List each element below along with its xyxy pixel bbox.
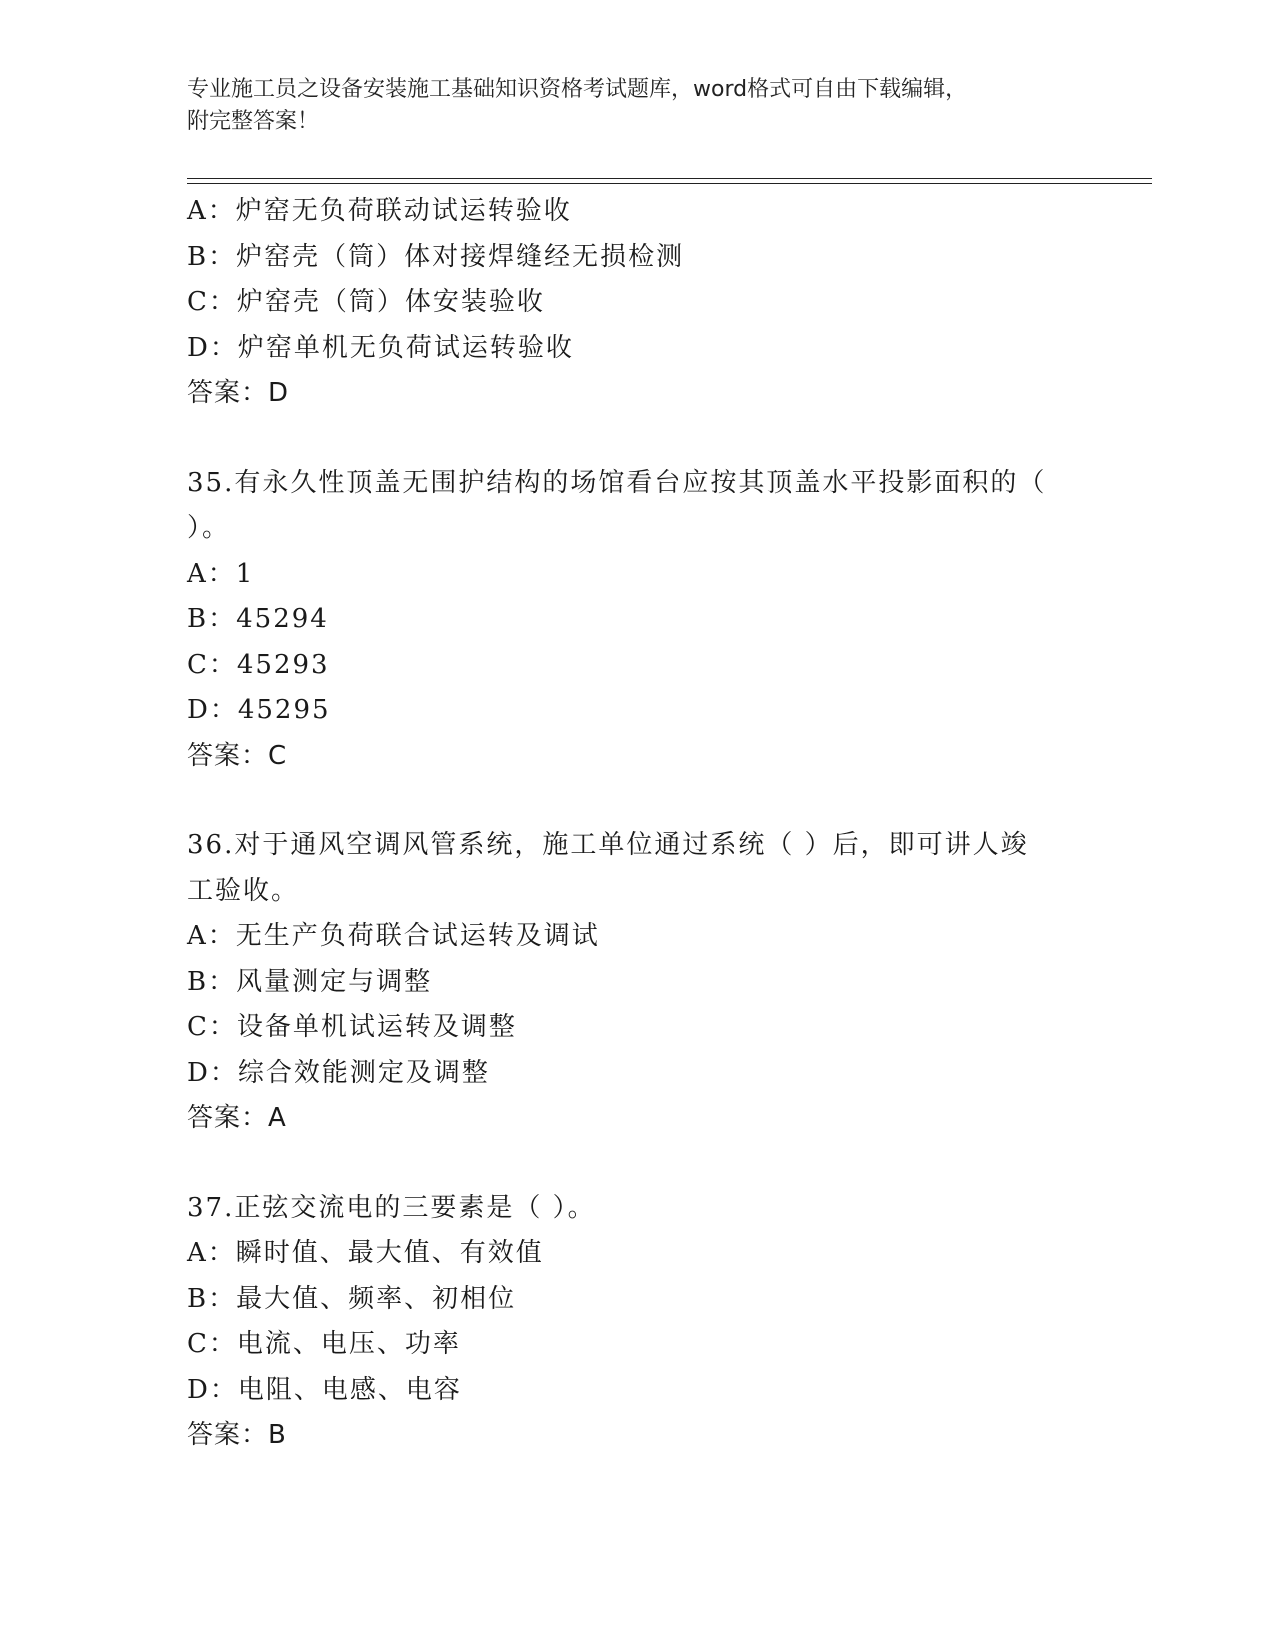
option-b: B：最大值、频率、初相位 [187, 1283, 517, 1314]
question-spacer [187, 417, 1087, 461]
answer: 答案：D [187, 378, 290, 408]
header-divider-top [187, 178, 1152, 179]
question-stem-line-1: 35.有永久性顶盖无围护结构的场馆看台应按其顶盖水平投影面积的（ [187, 467, 1047, 498]
answer: 答案：B [187, 1420, 287, 1450]
header-divider-bottom [187, 183, 1152, 184]
answer: 答案：A [187, 1103, 287, 1133]
question-stem-line-1: 37.正弦交流电的三要素是（ ）。 [187, 1192, 596, 1223]
option-d: D：电阻、电感、电容 [187, 1374, 462, 1405]
option-b: B：45294 [187, 604, 329, 634]
option-a: A：瞬时值、最大值、有效值 [187, 1238, 544, 1268]
question-spacer [187, 1142, 1087, 1186]
document-header [187, 74, 1087, 138]
question-34 [187, 189, 1087, 417]
option-c: C：设备单机试运转及调整 [187, 1012, 517, 1042]
question-spacer [187, 779, 1087, 823]
question-stem-line-2: ）。 [187, 513, 231, 543]
question-list [187, 189, 1087, 1459]
option-a: A：炉窑无负荷联动试运转验收 [187, 196, 572, 226]
option-b: B：炉窑壳（筒）体对接焊缝经无损检测 [187, 241, 685, 272]
option-d: D：45295 [187, 695, 331, 725]
question-36 [187, 823, 1087, 1142]
question-stem-line-2: 工验收。 [187, 875, 300, 906]
option-c: C：电流、电压、功率 [187, 1329, 461, 1359]
option-d: D：炉窑单机无负荷试运转验收 [187, 332, 574, 363]
answer: 答案：C [187, 740, 288, 771]
question-37 [187, 1186, 1087, 1459]
option-a: A：1 [187, 558, 255, 589]
option-d: D：综合效能测定及调整 [187, 1057, 490, 1088]
option-a: A：无生产负荷联合试运转及调试 [187, 921, 600, 951]
question-stem-line-1: 36.对于通风空调风管系统，施工单位通过系统（ ）后，即可讲人竣 [187, 830, 1029, 860]
option-c: C：45293 [187, 649, 330, 680]
header-title-line-1: 专业施工员之设备安装施工基础知识资格考试题库，word格式可自由下载编辑， [187, 77, 968, 102]
header-title-line-2: 附完整答案！ [187, 109, 320, 134]
option-c: C：炉窑壳（筒）体安装验收 [187, 287, 545, 317]
question-35 [187, 461, 1087, 780]
option-b: B：风量测定与调整 [187, 966, 433, 997]
